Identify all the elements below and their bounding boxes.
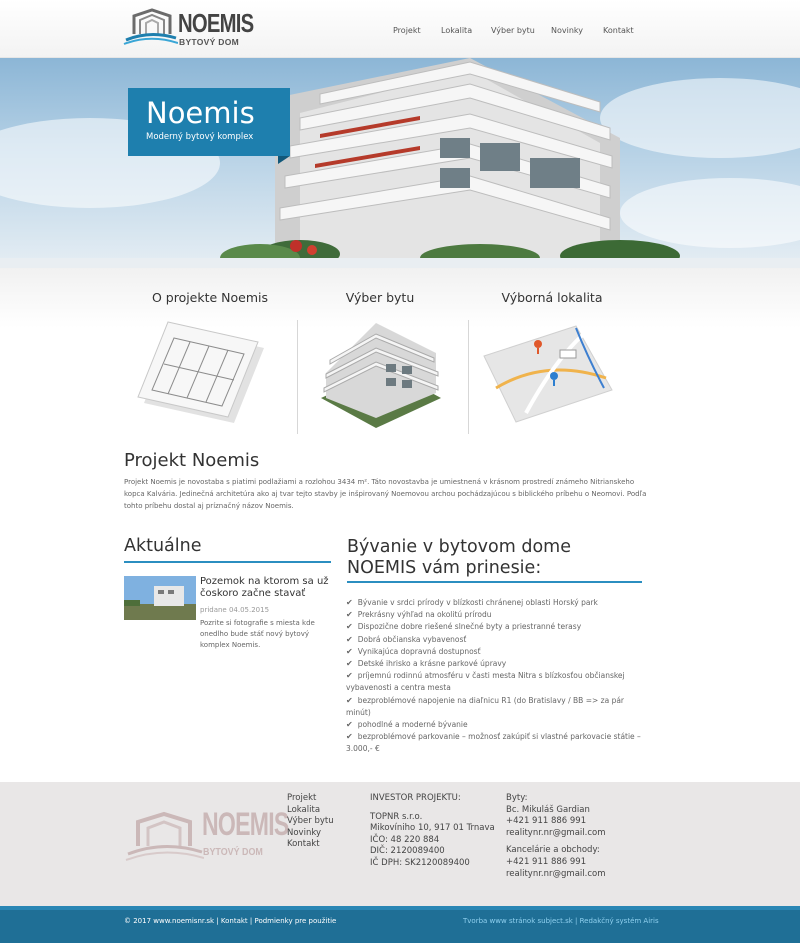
list-item: ✔ Prekrásny výhľad na okolitú prírodu — [346, 610, 492, 620]
byty-email-link[interactable]: realitynr.nr@gmail.com — [506, 827, 606, 838]
list-item: ✔ pohodlné a moderné bývanie — [346, 720, 468, 730]
feature-title-o-projekte[interactable]: O projekte Noemis — [151, 290, 269, 305]
features-section — [0, 268, 800, 448]
check-icon: ✔ — [346, 598, 353, 607]
nav-item-kontakt[interactable]: Kontakt — [603, 26, 634, 35]
feature-title-lokalita[interactable]: Výborná lokalita — [501, 290, 603, 305]
hero-banner — [0, 58, 800, 268]
check-icon: ✔ — [346, 671, 353, 681]
news-item-date: pridane 04.05.2015 — [200, 606, 270, 614]
byty-heading: Byty: — [506, 793, 528, 803]
news-item-title[interactable]: Pozemok na ktorom sa už čoskoro začne stavať — [200, 576, 329, 599]
list-item: ✔ Dispozične dobre riešené slnečné byty a priestranné terasy — [346, 622, 582, 632]
list-item: ✔ Vynikajúca dopravná dostupnosť — [346, 646, 481, 656]
list-item: ✔ Bývanie v srdci prírody v blízkosti chránenej oblasti Horský park — [346, 598, 598, 607]
hero-title: Noemis — [146, 96, 255, 130]
list-item: ✔ bezproblémové parkovanie – možnosť zakúpiť si vlastné parkovacie státie – 3.000,- € — [346, 732, 641, 754]
building-model-image[interactable] — [316, 318, 446, 428]
benefits-list — [345, 597, 645, 756]
copyright-text[interactable]: © 2017 www.noemisnr.sk | Kontakt | Podmienky pre použitie — [124, 917, 337, 925]
check-icon: ✔ — [346, 646, 353, 656]
footer-investor: INVESTOR PROJEKTU: TOPNR s.r.o. Mikovíniho 10, 917 01 Trnava IČO: 48 220 884 DIČ: 2120089400 IČ DPH: SK2120089400 — [370, 793, 495, 868]
footer-link-lokalita[interactable]: Lokalita — [287, 804, 321, 815]
check-icon: ✔ — [346, 659, 353, 669]
kancelarie-email-link[interactable]: realitynr.nr@gmail.com — [506, 868, 606, 879]
logo-subtitle: BYTOVÝ DOM — [179, 37, 239, 47]
logo-building-icon — [122, 6, 178, 50]
footer-logo-building-icon — [124, 808, 204, 864]
benefits-heading: Bývanie v bytovom dome NOEMIS vám prinesie: — [347, 537, 571, 578]
credits-links[interactable]: Tvorba www stránok subject.sk | Redakčný systém Airis — [463, 917, 659, 925]
about-text: Projekt Noemis je novostaba s piatimi podlažiami a rozlohou 3434 m². Táto novostavba je umiestnená v krásnom prostredí známeho Nitrianskeho kopca Kalvária. Jedinečná architetúra ako aj tvar tejto stavby je inšpirovaný Noemovou archou pochádzajúcou s biblického príbehu o Neomovi. Podľa tohto príbehu dostal aj príznačný názov Noemis. — [124, 478, 647, 510]
site-header — [0, 0, 800, 58]
nav-item-projekt[interactable]: Projekt — [393, 26, 421, 35]
news-heading-underline — [124, 561, 331, 563]
footer-contacts: Byty: Bc. Mikuláš Gardian +421 911 886 991 realitynr.nr@gmail.com Kancelárie a obchody: +421 911 886 991 realitynr.nr@gmail.com — [506, 793, 606, 879]
list-item: ✔ bezproblémové napojenie na diaľnicu R1 (do Bratislavy / BB => za pár minút) — [346, 695, 625, 717]
bottom-bar — [0, 906, 800, 943]
list-item: ✔ Detské ihrisko a krásne parkové úpravy — [346, 659, 507, 669]
footer-logo-wordmark[interactable]: NOEMIS — [202, 806, 289, 842]
footer-logo-subtitle: BYTOVÝ DOM — [203, 846, 263, 858]
news-item-text: Pozrite si fotografie s miesta kde onedlho bude stáť nový bytový komplex Noemis. — [200, 619, 315, 649]
hero-subtitle: Moderný bytový komplex — [146, 132, 254, 142]
check-icon: ✔ — [346, 622, 353, 632]
list-item: ✔ Dobrá občianska vybavenosť — [346, 634, 467, 644]
logo-wordmark: NOEMIS — [178, 8, 254, 38]
nav-item-vyber-bytu[interactable]: Výber bytu — [491, 26, 535, 35]
check-icon: ✔ — [346, 610, 353, 620]
building-photo — [0, 58, 800, 268]
location-map-image[interactable] — [476, 318, 616, 428]
footer-links — [287, 793, 334, 851]
news-heading: Aktuálne — [124, 536, 202, 556]
check-icon: ✔ — [346, 720, 353, 730]
floor-plan-image[interactable] — [134, 318, 274, 428]
benefits-heading-underline — [347, 581, 642, 583]
check-icon: ✔ — [346, 634, 353, 644]
nav-item-lokalita[interactable]: Lokalita — [441, 26, 473, 35]
about-title: Projekt Noemis — [124, 450, 260, 471]
nav-item-novinky[interactable]: Novinky — [551, 26, 583, 35]
list-item: ✔ príjemnú rodinnú atmosféru v časti mesta Nitra s blízkosťou občianskej vybavenosti a centra mesta — [346, 671, 625, 693]
footer-link-novinky[interactable]: Novinky — [287, 827, 321, 838]
footer-link-vyber-bytu[interactable]: Výber bytu — [287, 816, 334, 827]
footer-link-projekt[interactable]: Projekt — [287, 793, 317, 803]
site-logo[interactable] — [122, 6, 254, 50]
investor-heading: INVESTOR PROJEKTU: — [370, 793, 461, 803]
kancelarie-heading: Kancelárie a obchody: — [506, 845, 600, 856]
check-icon: ✔ — [346, 732, 353, 742]
news-thumbnail[interactable] — [124, 576, 196, 620]
footer-link-kontakt[interactable]: Kontakt — [287, 839, 320, 850]
check-icon: ✔ — [346, 695, 353, 705]
feature-title-vyber-bytu[interactable]: Výber bytu — [345, 290, 415, 305]
